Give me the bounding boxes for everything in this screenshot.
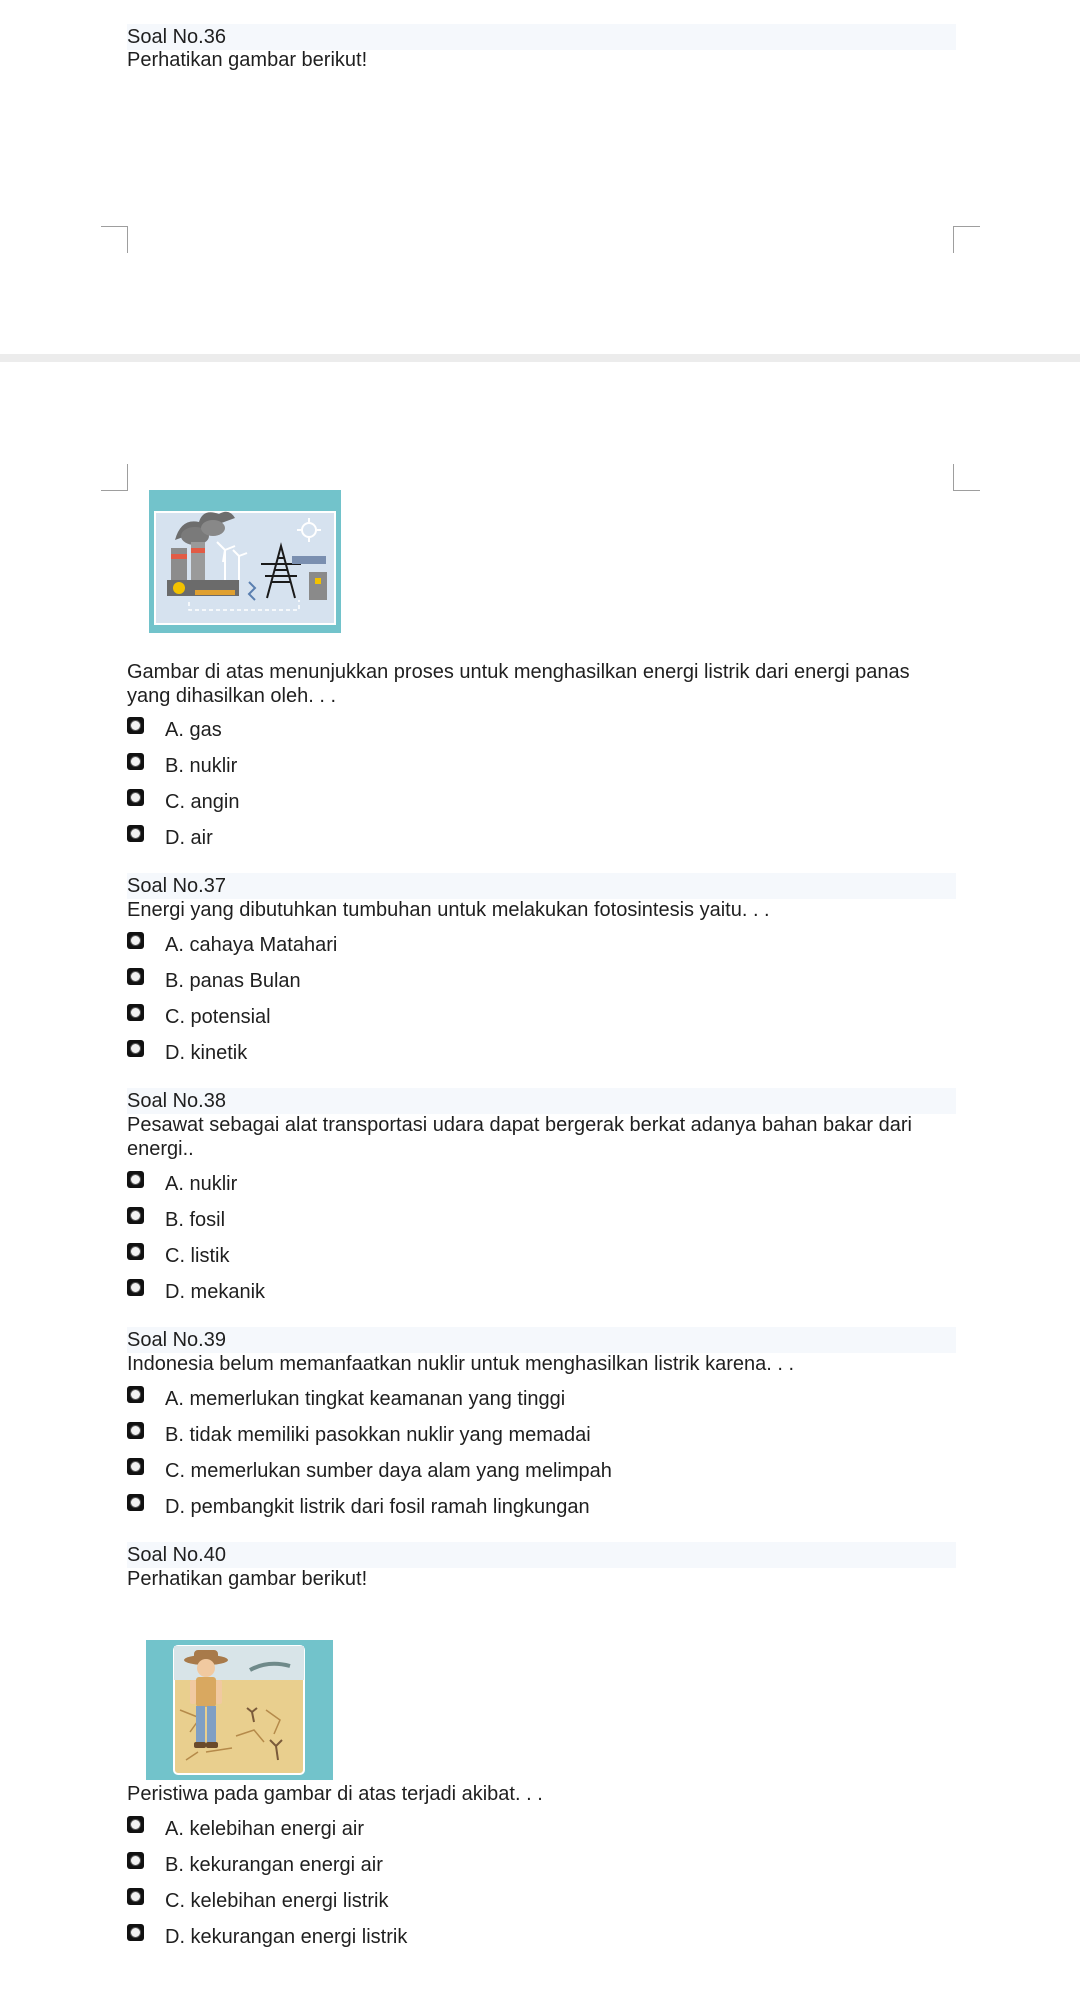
option-label: A. memerlukan tingkat keamanan yang tinggi [165, 1388, 566, 1410]
question-text-39: Indonesia belum memanfaatkan nuklir untuk menghasilkan listrik karena. . . [127, 1353, 795, 1375]
option-label: C. listik [165, 1245, 230, 1267]
margin-corner-mark [101, 226, 128, 253]
question-intro-36: Perhatikan gambar berikut! [127, 49, 368, 71]
option-row[interactable] [127, 967, 301, 995]
option-row[interactable] [127, 1887, 388, 1915]
option-row[interactable] [127, 1003, 271, 1031]
question-text-38: Pesawat sebagai alat transportasi udara dapat bergerak berkat adanya bahan bakar dari energi.. [127, 1114, 912, 1160]
radio-button-icon[interactable] [127, 1458, 144, 1475]
option-label: A. gas [165, 719, 222, 741]
radio-button-icon[interactable] [127, 1852, 144, 1869]
margin-corner-mark [953, 464, 980, 491]
option-label: A. nuklir [165, 1173, 238, 1195]
option-row[interactable] [127, 1385, 565, 1413]
option-label: C. potensial [165, 1006, 271, 1028]
option-label: D. kekurangan energi listrik [165, 1926, 408, 1948]
radio-button-icon[interactable] [127, 1279, 144, 1296]
drought-farmer-illustration-icon [146, 1640, 333, 1780]
option-row[interactable] [127, 931, 337, 959]
option-row[interactable] [127, 1242, 229, 1270]
radio-button-icon[interactable] [127, 789, 144, 806]
question-label-37: Soal No.37 [127, 873, 956, 899]
radio-button-icon[interactable] [127, 968, 144, 985]
option-row[interactable] [127, 1923, 407, 1951]
option-row[interactable] [127, 824, 213, 852]
power-plant-illustration-icon [149, 490, 341, 633]
radio-button-icon[interactable] [127, 1243, 144, 1260]
option-label: D. pembangkit listrik dari fosil ramah lingkungan [165, 1496, 590, 1518]
option-label: B. panas Bulan [165, 970, 301, 992]
option-label: C. angin [165, 791, 240, 813]
option-row[interactable] [127, 1815, 364, 1843]
radio-button-icon[interactable] [127, 1004, 144, 1021]
radio-button-icon[interactable] [127, 1924, 144, 1941]
option-label: B. nuklir [165, 755, 238, 777]
question-text-36: Gambar di atas menunjukkan proses untuk menghasilkan energi listrik dari energi panas yang dihasilkan oleh. . . [127, 661, 910, 707]
option-row[interactable] [127, 1278, 265, 1306]
option-label: B. fosil [165, 1209, 226, 1231]
radio-button-icon[interactable] [127, 1422, 144, 1439]
option-row[interactable] [127, 1493, 590, 1521]
option-row[interactable] [127, 716, 222, 744]
option-row[interactable] [127, 1039, 247, 1067]
option-row[interactable] [127, 752, 237, 780]
option-label: D. kinetik [165, 1042, 248, 1064]
radio-button-icon[interactable] [127, 1386, 144, 1403]
radio-button-icon[interactable] [127, 1888, 144, 1905]
question-label-36: Soal No.36 [127, 24, 956, 50]
option-row[interactable] [127, 1206, 225, 1234]
page-separator [0, 354, 1080, 362]
radio-button-icon[interactable] [127, 717, 144, 734]
option-label: A. cahaya Matahari [165, 934, 338, 956]
option-label: D. air [165, 827, 213, 849]
question-text-40: Peristiwa pada gambar di atas terjadi akibat. . . [127, 1783, 543, 1805]
radio-button-icon[interactable] [127, 825, 144, 842]
margin-corner-mark [953, 226, 980, 253]
radio-button-icon[interactable] [127, 1494, 144, 1511]
option-row[interactable] [127, 1421, 591, 1449]
radio-button-icon[interactable] [127, 1816, 144, 1833]
option-row[interactable] [127, 1851, 383, 1879]
option-row[interactable] [127, 788, 240, 816]
option-label: B. kekurangan energi air [165, 1854, 383, 1876]
radio-button-icon[interactable] [127, 1040, 144, 1057]
radio-button-icon[interactable] [127, 753, 144, 770]
option-label: A. kelebihan energi air [165, 1818, 365, 1840]
option-label: D. mekanik [165, 1281, 266, 1303]
question-text-37: Energi yang dibutuhkan tumbuhan untuk melakukan fotosintesis yaitu. . . [127, 899, 770, 921]
option-row[interactable] [127, 1457, 612, 1485]
question-label-38: Soal No.38 [127, 1088, 956, 1114]
radio-button-icon[interactable] [127, 1207, 144, 1224]
question-intro-40: Perhatikan gambar berikut! [127, 1568, 368, 1590]
option-row[interactable] [127, 1170, 237, 1198]
option-label: B. tidak memiliki pasokkan nuklir yang memadai [165, 1424, 591, 1446]
radio-button-icon[interactable] [127, 1171, 144, 1188]
question-label-39: Soal No.39 [127, 1327, 956, 1353]
option-label: C. memerlukan sumber daya alam yang melimpah [165, 1460, 612, 1482]
question-label-40: Soal No.40 [127, 1542, 956, 1568]
margin-corner-mark [101, 464, 128, 491]
option-label: C. kelebihan energi listrik [165, 1890, 389, 1912]
radio-button-icon[interactable] [127, 932, 144, 949]
